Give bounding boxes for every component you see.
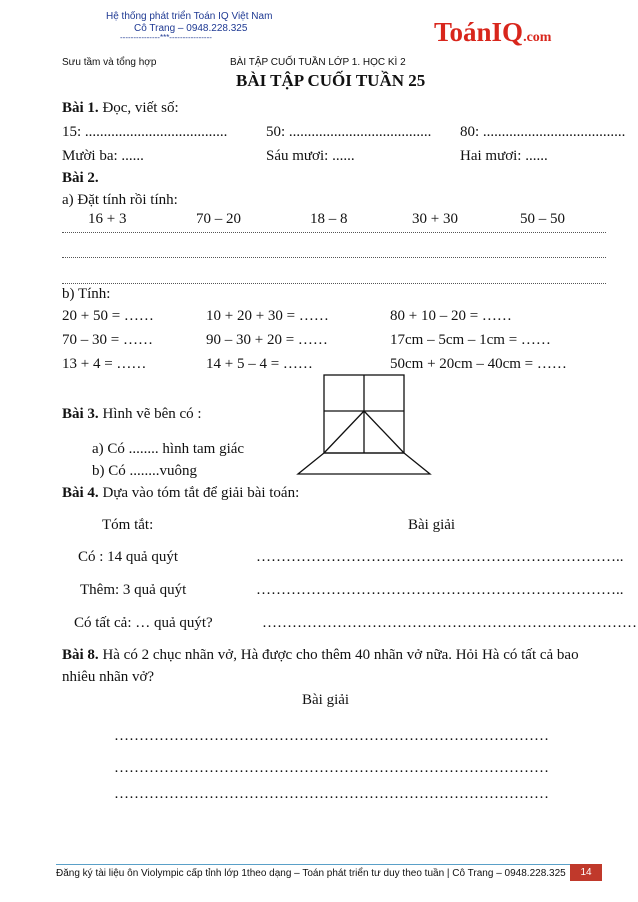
worksheet-series: BÀI TẬP CUỐI TUẦN LỚP 1. HỌC KÌ 2 [230,57,406,68]
bai3-question-b: b) Có ........vuông [92,463,197,479]
bai8-text-continued: nhiêu nhãn vở? [62,669,155,685]
bai8-text: Hà có 2 chục nhãn vở, Hà được cho thêm 40 nhãn vở nữa. Hỏi Hà có tất cả bao [102,647,579,663]
bai1-header [62,100,179,117]
figure-trapezoid [298,453,430,474]
bai8-solution-label: Bài giải [302,692,350,708]
bai2-operation: 50 – 50 [520,211,565,227]
answer-dots: …………………………………………………………………………… [114,760,549,776]
org-line-2: Cô Trang – 0948.228.325 [134,23,248,34]
bai2-expr: 14 + 5 – 4 = …… [206,356,313,372]
source-note: Sưu tầm và tổng hợp [62,57,157,68]
bai1-item: 80: ...................................... [460,124,626,140]
bai1-item: Sáu mươi: ...... [266,148,355,164]
figure-diagonal-right [364,411,404,453]
bai2-expr: 70 – 30 = …… [62,332,153,348]
answer-dots: ……………………………………………………………….. [256,582,624,598]
bai2-expr: 80 + 10 – 20 = …… [390,308,512,324]
footer-text: Đăng ký tài liệu ôn Violympic cấp tỉnh lớp 1theo dạng – Toán phát triển tư duy theo tuần | Cô Trang – 0948.228.325 [56,868,566,879]
org-line-1: Hệ thống phát triển Toán IQ Việt Nam [106,11,273,22]
bai1-item: 15: ...................................... [62,124,228,140]
bai2-expr: 90 – 30 + 20 = …… [206,332,328,348]
bai1-item: Mười ba: ...... [62,148,144,164]
bai8-header [62,647,579,664]
bai2-expr: 17cm – 5cm – 1cm = …… [390,332,551,348]
bai2-part-b: b) Tính: [62,286,111,302]
answer-line [62,232,606,233]
bai2-expr: 20 + 50 = …… [62,308,154,324]
bai3-heading: Bài 3. [62,406,99,422]
bai2-expr: 50cm + 20cm – 40cm = …… [390,356,567,372]
bai2-expr: 10 + 20 + 30 = …… [206,308,329,324]
org-line-3: ---------------***---------------- [120,33,212,42]
bai2-operation: 18 – 8 [310,211,348,227]
bai2-operation: 16 + 3 [88,211,127,227]
logo-domain: .com [523,30,552,45]
solution-label: Bài giải [408,517,456,533]
bai8-heading: Bài 8. [62,647,99,663]
bai3-instruction: Hình vẽ bên có : [102,406,202,422]
bai2-part-a: a) Đặt tính rồi tính: [62,192,178,208]
answer-dots: ………………………………………………………………… [262,615,637,631]
bai1-heading: Bài 1. [62,100,99,116]
logo-text: ToánIQ [434,17,524,47]
page-title: BÀI TẬP CUỐI TUẦN 25 [236,71,426,90]
summary-line: Có tất cả: … quả quýt? [74,615,213,631]
bai3-header [62,406,202,423]
figure-diagonal-left [324,411,364,453]
toaniq-logo [434,17,551,48]
answer-dots: …………………………………………………………………………… [114,786,549,802]
summary-line: Có : 14 quả quýt [78,549,178,565]
bai2-operation: 30 + 30 [412,211,458,227]
page-number: 14 [570,864,602,881]
geometry-figure [290,374,440,476]
bai2-expr: 13 + 4 = …… [62,356,147,372]
answer-dots: …………………………………………………………………………… [114,728,549,744]
bai2-operation: 70 – 20 [196,211,241,227]
bai1-instruction: Đọc, viết số: [102,100,179,116]
bai4-header [62,485,299,502]
summary-line: Thêm: 3 quả quýt [80,582,187,598]
answer-line [62,283,606,284]
bai1-item: Hai mươi: ...... [460,148,548,164]
page-footer [56,864,602,882]
bai4-instruction: Dựa vào tóm tắt để giải bài toán: [102,485,300,501]
summary-label: Tóm tắt: [102,517,154,533]
answer-line [62,257,606,258]
bai3-question-a: a) Có ........ hình tam giác [92,441,245,457]
bai2-heading: Bài 2. [62,170,99,186]
answer-dots: ……………………………………………………………….. [256,549,624,565]
bai1-item: 50: ...................................... [266,124,432,140]
bai4-heading: Bài 4. [62,485,99,501]
